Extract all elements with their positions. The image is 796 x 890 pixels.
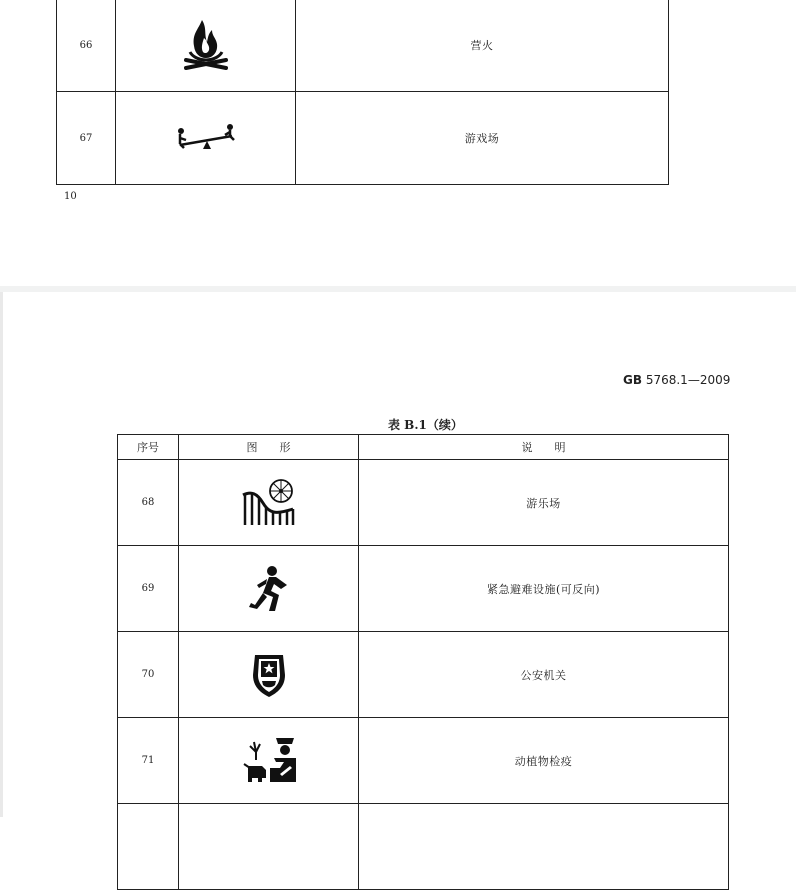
table-caption: 表 B.1（续） xyxy=(388,418,463,432)
standard-code: GB 5768.1—2009 xyxy=(623,373,731,387)
symbol-description: 公安机关 xyxy=(359,632,729,718)
row-number: 70 xyxy=(118,632,179,718)
table-header-row xyxy=(118,435,729,460)
symbol-description: 动植物检疫 xyxy=(359,718,729,804)
symbol-description: 游乐场 xyxy=(359,460,729,546)
row-number: 69 xyxy=(118,546,179,632)
table-row xyxy=(118,546,729,632)
symbol-description: 紧急避难设施(可反向) xyxy=(359,546,729,632)
symbol-table xyxy=(117,434,729,890)
row-number: 68 xyxy=(118,460,179,546)
row-number: 71 xyxy=(118,718,179,804)
table-row-partial xyxy=(118,804,729,890)
seesaw-playground-icon xyxy=(116,123,295,153)
page-number: 10 xyxy=(64,191,77,202)
symbol-table-continued-top xyxy=(56,0,669,185)
header-serial: 序号 xyxy=(118,435,179,460)
campfire-icon xyxy=(116,16,295,74)
table-row xyxy=(57,92,669,185)
amusement-park-icon xyxy=(179,477,358,529)
row-number: 67 xyxy=(57,92,116,185)
emergency-escape-icon xyxy=(179,565,358,613)
table-row xyxy=(118,460,729,546)
table-row xyxy=(57,0,669,92)
header-description: 说 明 xyxy=(359,435,729,460)
table-row xyxy=(118,718,729,804)
quarantine-inspection-icon xyxy=(179,736,358,786)
police-badge-icon xyxy=(179,651,358,699)
header-graphic: 图 形 xyxy=(179,435,359,460)
table-row xyxy=(118,632,729,718)
symbol-description: 营火 xyxy=(296,0,669,92)
row-number: 66 xyxy=(57,0,116,92)
previous-page xyxy=(0,0,796,288)
symbol-description: 游戏场 xyxy=(296,92,669,185)
